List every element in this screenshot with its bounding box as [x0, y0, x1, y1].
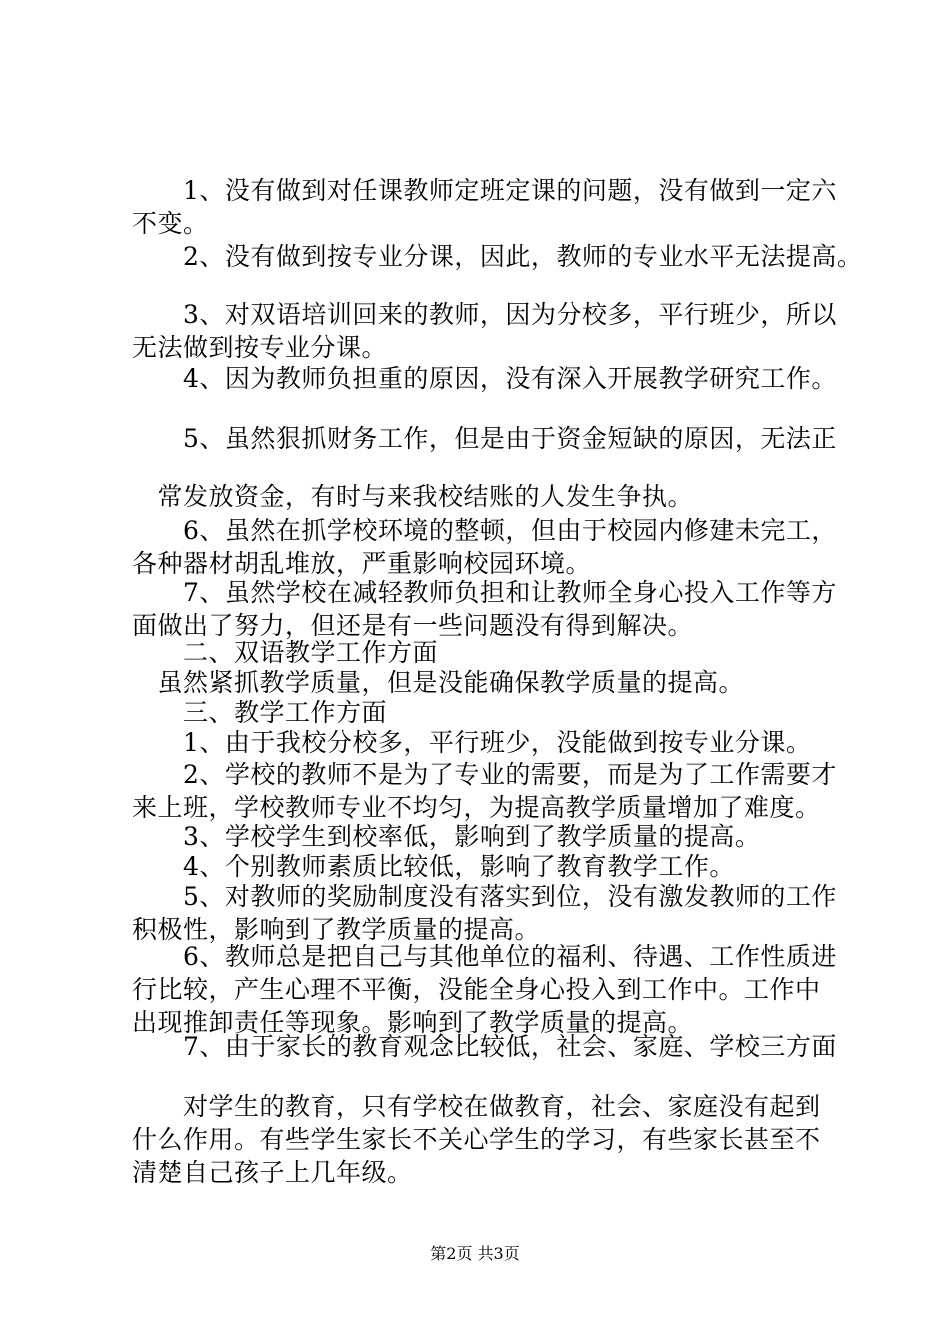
paragraph-line: 4、因为教师负担重的原因，没有深入开展教学研究工作。 — [132, 364, 837, 393]
paragraph-5 — [132, 422, 837, 455]
paragraph-7 — [132, 514, 837, 580]
paragraph-4 — [132, 362, 837, 395]
paragraph-16 — [132, 1030, 837, 1063]
paragraph-line: 4、个别教师素质比较低，影响了教育教学工作。 — [132, 852, 735, 881]
paragraph-11 — [132, 758, 837, 824]
paragraph-12 — [132, 820, 832, 853]
page-footer — [0, 1244, 950, 1264]
page-number-label: 第2页 共3页 — [430, 1244, 520, 1263]
paragraph-line: 5、虽然狠抓财务工作，但是由于资金短缺的原因，无法正 — [132, 424, 837, 453]
paragraph-10 — [132, 726, 832, 759]
paragraph-line: 1、没有做到对任课教师定班定课的问题，没有做到一定六 — [132, 176, 837, 205]
section-heading-bilingual — [132, 636, 832, 669]
paragraph-15 — [132, 940, 837, 1039]
paragraph-6 — [132, 480, 832, 513]
paragraph-9 — [132, 666, 832, 699]
paragraph-8 — [132, 576, 837, 642]
paragraph-line: 7、虽然学校在减轻教师负担和让教师全身心投入工作等方 — [132, 578, 837, 607]
paragraph-line: 什么作用。有些学生家长不关心学生的学习，有些家长甚至不 — [132, 1125, 821, 1154]
paragraph-line: 出现推卸责任等现象。影响到了教学质量的提高。 — [132, 1008, 694, 1037]
paragraph-3 — [132, 298, 837, 364]
paragraph-line: 各种器材胡乱堆放，严重影响校园环境。 — [132, 549, 592, 578]
paragraph-line: 1、由于我校分校多，平行班少，没能做到按专业分课。 — [132, 728, 812, 757]
paragraph-line: 3、学校学生到校率低，影响到了教学质量的提高。 — [132, 822, 761, 851]
paragraph-line: 来上班，学校教师专业不均匀，为提高教学质量增加了难度。 — [132, 793, 821, 822]
paragraph-line: 5、对教师的奖励制度没有落实到位，没有激发教师的工作 — [132, 882, 837, 911]
paragraph-2 — [132, 240, 863, 273]
paragraph-line: 2、没有做到按专业分课，因此，教师的专业水平无法提高。 — [132, 242, 863, 271]
paragraph-line: 无法做到按专业分课。 — [132, 333, 388, 362]
section-heading-teaching — [132, 696, 832, 729]
paragraph-17 — [132, 1090, 832, 1189]
paragraph-14 — [132, 880, 837, 946]
paragraph-13 — [132, 850, 832, 883]
paragraph-line: 不变。 — [132, 209, 209, 238]
paragraph-line: 积极性，影响到了教学质量的提高。 — [132, 915, 541, 944]
paragraph-line: 清楚自己孩子上几年级。 — [132, 1158, 413, 1187]
paragraph-line: 虽然紧抓教学质量，但是没能确保教学质量的提高。 — [132, 668, 745, 697]
paragraph-1 — [132, 174, 837, 240]
paragraph-line: 7、由于家长的教育观念比较低，社会、家庭、学校三方面 — [132, 1032, 837, 1061]
paragraph-line: 三、教学工作方面 — [132, 698, 388, 727]
paragraph-line: 常发放资金，有时与来我校结账的人发生争执。 — [132, 482, 694, 511]
paragraph-line: 面做出了努力，但还是有一些问题没有得到解决。 — [132, 611, 694, 640]
paragraph-line: 2、学校的教师不是为了专业的需要，而是为了工作需要才 — [132, 760, 837, 789]
paragraph-line: 对学生的教育，只有学校在做教育，社会、家庭没有起到 — [132, 1092, 821, 1121]
paragraph-line: 3、对双语培训回来的教师，因为分校多，平行班少，所以 — [132, 300, 837, 329]
paragraph-line: 行比较，产生心理不平衡，没能全身心投入到工作中。工作中 — [132, 975, 821, 1004]
paragraph-line: 6、教师总是把自己与其他单位的福利、待遇、工作性质进 — [132, 942, 837, 971]
paragraph-line: 二、双语教学工作方面 — [132, 638, 439, 667]
paragraph-line: 6、虽然在抓学校环境的整顿，但由于校园内修建未完工， — [132, 516, 837, 545]
